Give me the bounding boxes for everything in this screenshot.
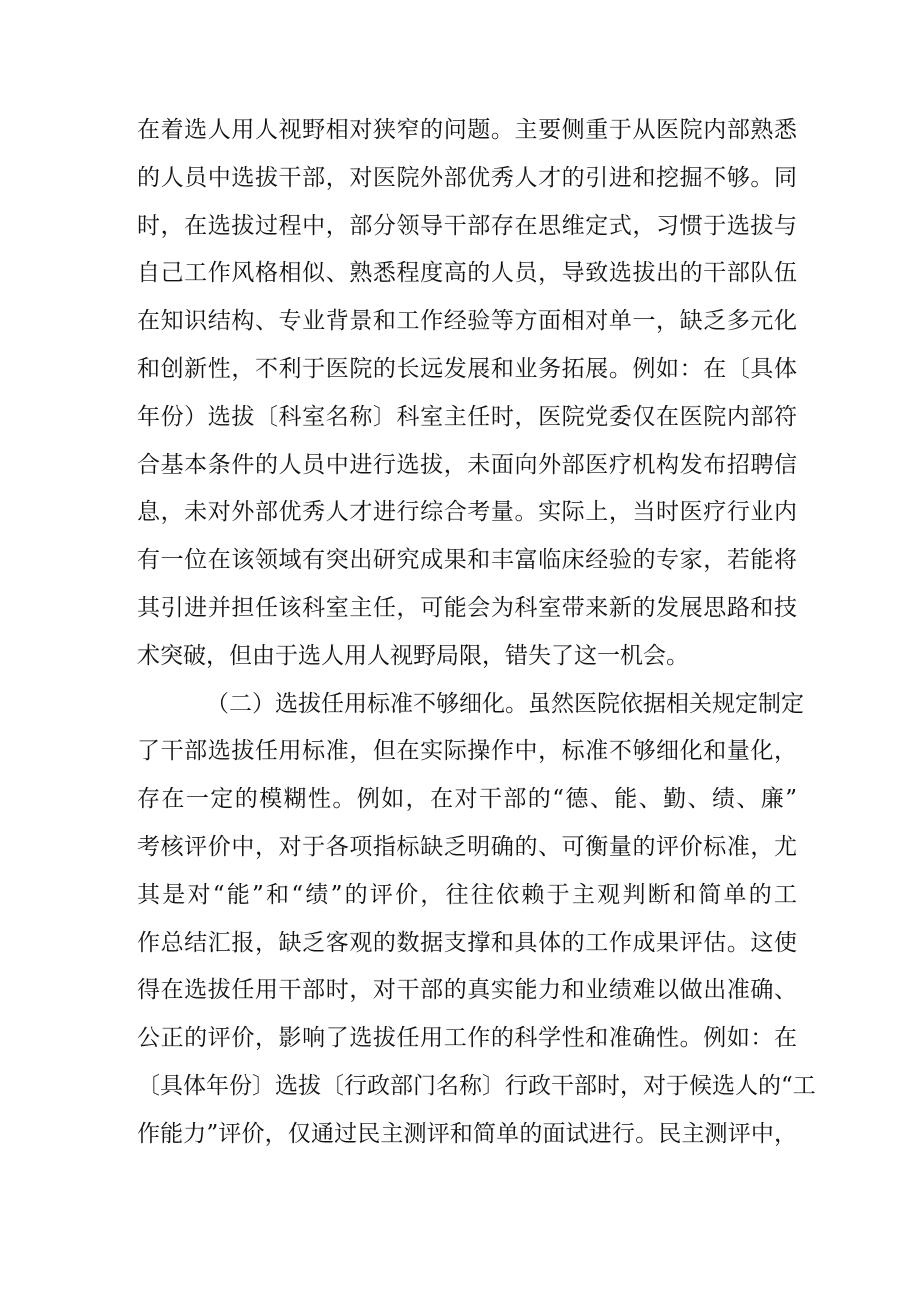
- text-line: 合基本条件的人员中进行选拔，未面向外部医疗机构发布招聘信: [137, 451, 797, 478]
- section-heading-line: （二）选拔任用标准不够细化。虽然医院依据相关规定制定: [206, 690, 804, 717]
- text-line: 年份）选拔〔科室名称〕科室主任时，医院党委仅在医院内部符: [137, 403, 797, 430]
- text-line: 在着选人用人视野相对狭窄的问题。主要侧重于从医院内部熟悉: [137, 117, 797, 143]
- body-text: [137, 107, 816, 1159]
- text-line: 了干部选拔任用标准，但在实际操作中，标准不够细化和量化，: [137, 738, 797, 765]
- text-line: 术突破，但由于选人用人视野局限，错失了这一机会。: [137, 642, 689, 669]
- text-line: 息，未对外部优秀人才进行综合考量。实际上，当时医疗行业内: [137, 499, 797, 526]
- text-line: 考核评价中，对于各项指标缺乏明确的、可衡量的评价标准，尤: [137, 833, 797, 860]
- text-line: 自己工作风格相似、熟悉程度高的人员，导致选拔出的干部队伍: [137, 260, 797, 287]
- text-line: 〔具体年份〕选拔〔行政部门名称〕行政干部时，对于候选人的“工: [137, 1072, 816, 1099]
- text-line: 得在选拔任用干部时，对干部的真实能力和业绩难以做出准确、: [137, 977, 797, 1004]
- text-line: 存在一定的模糊性。例如，在对干部的“德、能、勤、绩、廉”: [137, 786, 797, 813]
- text-line: 作能力”评价，仅通过民主测评和简单的面试进行。民主测评中，: [137, 1120, 797, 1147]
- paragraph-2: [137, 681, 816, 1159]
- text-line: 的人员中选拔干部，对医院外部优秀人才的引进和挖掘不够。同: [137, 164, 797, 191]
- text-line: 其是对“能”和“绩”的评价，往往依赖于主观判断和简单的工: [137, 881, 797, 908]
- paragraph-1: [137, 107, 797, 681]
- text-line: 公正的评价，影响了选拔任用工作的科学性和准确性。例如：在: [137, 1025, 797, 1052]
- text-line: 和创新性，不利于医院的长远发展和业务拓展。例如：在〔具体: [137, 355, 797, 382]
- text-line: 有一位在该领域有突出研究成果和丰富临床经验的专家，若能将: [137, 547, 797, 574]
- text-line: 在知识结构、专业背景和工作经验等方面相对单一，缺乏多元化: [137, 308, 797, 335]
- text-line: 时，在选拔过程中，部分领导干部存在思维定式，习惯于选拔与: [137, 212, 797, 239]
- text-line: 作总结汇报，缺乏客观的数据支撑和具体的工作成果评估。这使: [137, 929, 797, 956]
- text-line: 其引进并担任该科室主任，可能会为科室带来新的发展思路和技: [137, 594, 797, 621]
